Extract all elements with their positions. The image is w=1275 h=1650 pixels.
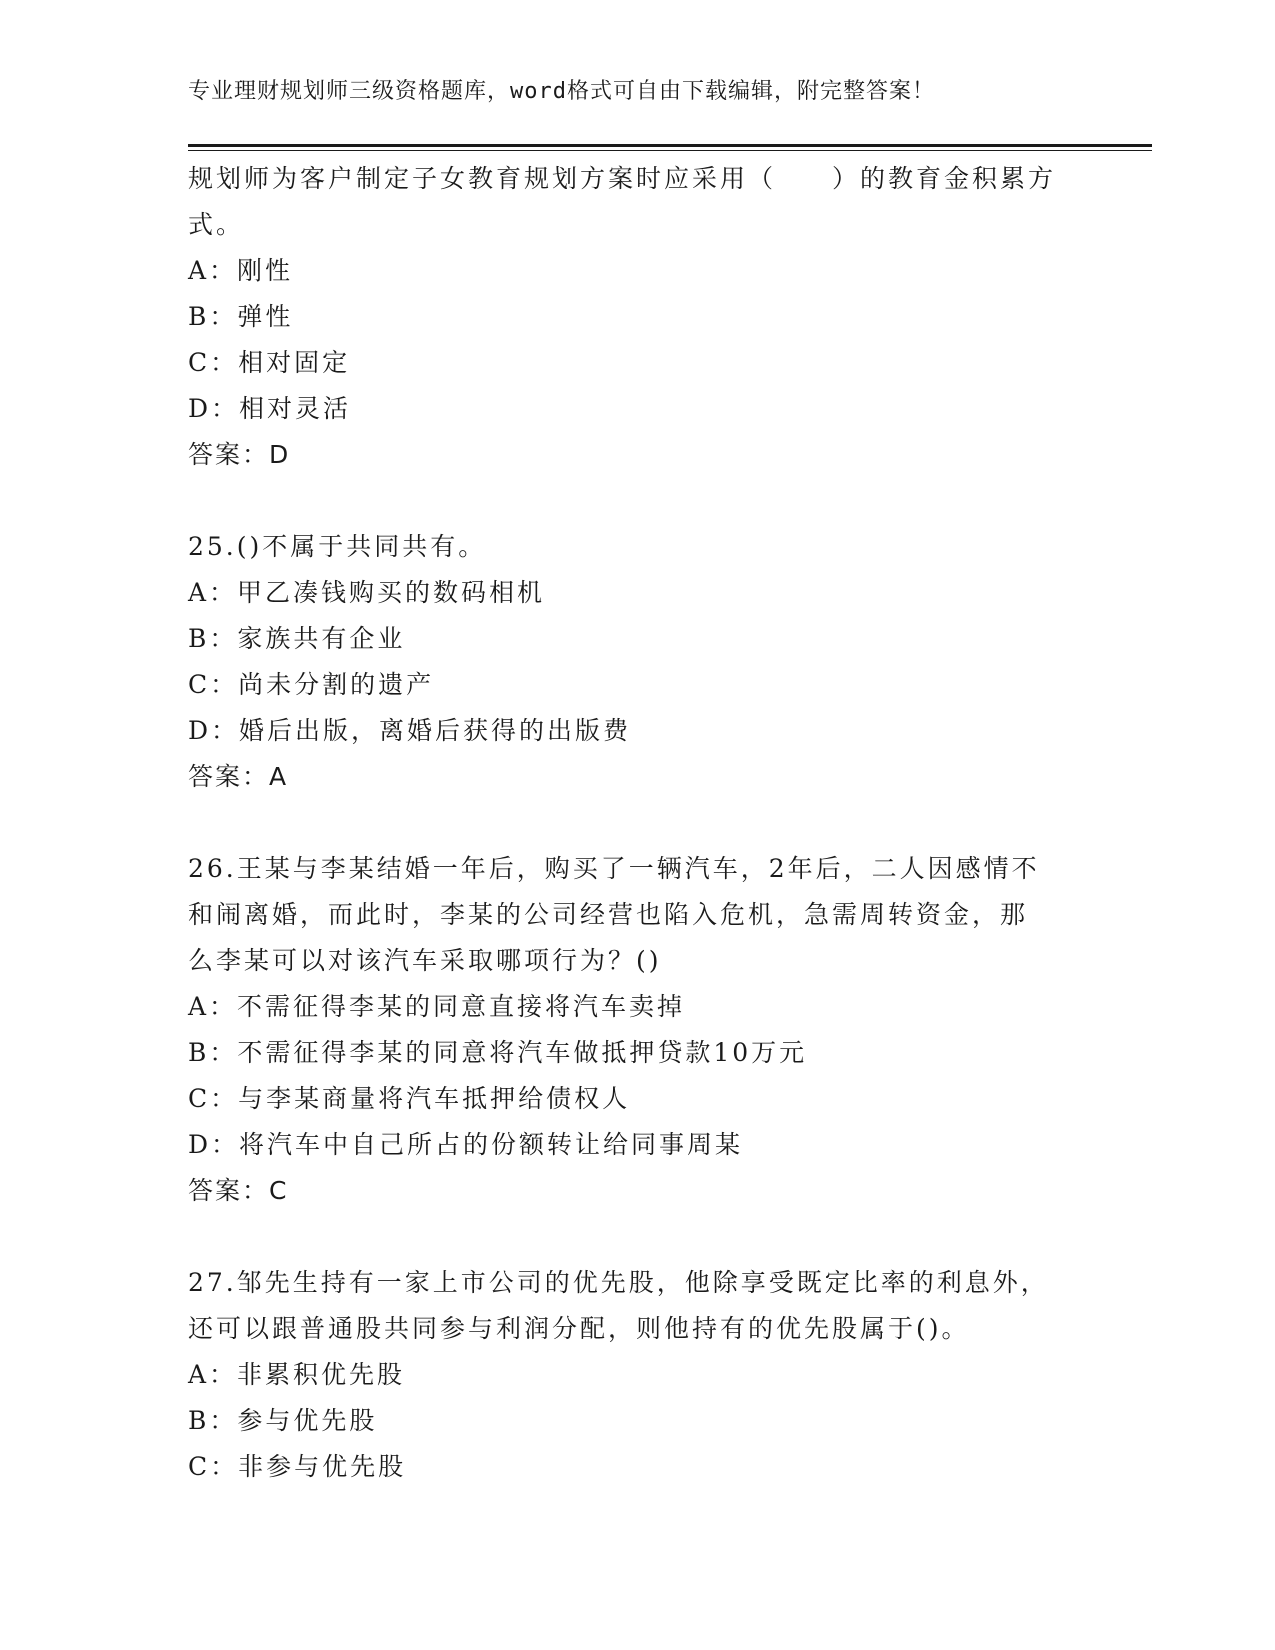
option-d: D：将汽车中自己所占的份额转让给同事周某 — [188, 1130, 744, 1159]
question-block — [188, 1260, 1088, 1490]
question-content — [188, 156, 1088, 1490]
option-a: A：不需征得李某的同意直接将汽车卖掉 — [188, 992, 686, 1021]
answer-text: 答案：C — [188, 1176, 289, 1205]
option-a: A：刚性 — [188, 256, 294, 285]
question-block — [188, 524, 1088, 800]
question-stem: 还可以跟普通股共同参与利润分配，则他持有的优先股属于()。 — [188, 1314, 970, 1343]
spacer — [188, 1214, 1088, 1260]
spacer — [188, 478, 1088, 524]
header-divider — [188, 144, 1152, 151]
question-block — [188, 846, 1088, 1214]
option-c: C：非参与优先股 — [188, 1452, 407, 1481]
option-c: C：相对固定 — [188, 348, 351, 377]
question-stem: 26.王某与李某结婚一年后，购买了一辆汽车，2年后，二人因感情不 — [188, 854, 1040, 883]
question-stem: 式。 — [188, 210, 245, 239]
spacer — [188, 800, 1088, 846]
option-b: B：不需征得李某的同意将汽车做抵押贷款10万元 — [188, 1038, 808, 1067]
answer-text: 答案：D — [188, 440, 291, 469]
option-d: D：婚后出版，离婚后获得的出版费 — [188, 716, 632, 745]
question-stem: 规划师为客户制定子女教育规划方案时应采用（ ）的教育金积累方 — [188, 164, 1057, 193]
answer-text: 答案：A — [188, 762, 289, 791]
option-c: C：与李某商量将汽车抵押给债权人 — [188, 1084, 631, 1113]
question-block — [188, 156, 1088, 478]
option-a: A：非累积优先股 — [188, 1360, 406, 1389]
question-stem: 么李某可以对该汽车采取哪项行为？() — [188, 946, 662, 975]
option-b: B：家族共有企业 — [188, 624, 406, 653]
question-stem: 和闹离婚，而此时，李某的公司经营也陷入危机，急需周转资金，那 — [188, 900, 1029, 929]
question-stem: 27.邹先生持有一家上市公司的优先股，他除享受既定比率的利息外， — [188, 1268, 1049, 1297]
option-b: B：弹性 — [188, 302, 294, 331]
page-header: 专业理财规划师三级资格题库，word格式可自由下载编辑，附完整答案！ — [188, 79, 935, 104]
question-stem: 25.()不属于共同共有。 — [188, 532, 487, 561]
option-a: A：甲乙凑钱购买的数码相机 — [188, 578, 546, 607]
option-d: D：相对灵活 — [188, 394, 352, 423]
option-c: C：尚未分割的遗产 — [188, 670, 435, 699]
option-b: B：参与优先股 — [188, 1406, 378, 1435]
